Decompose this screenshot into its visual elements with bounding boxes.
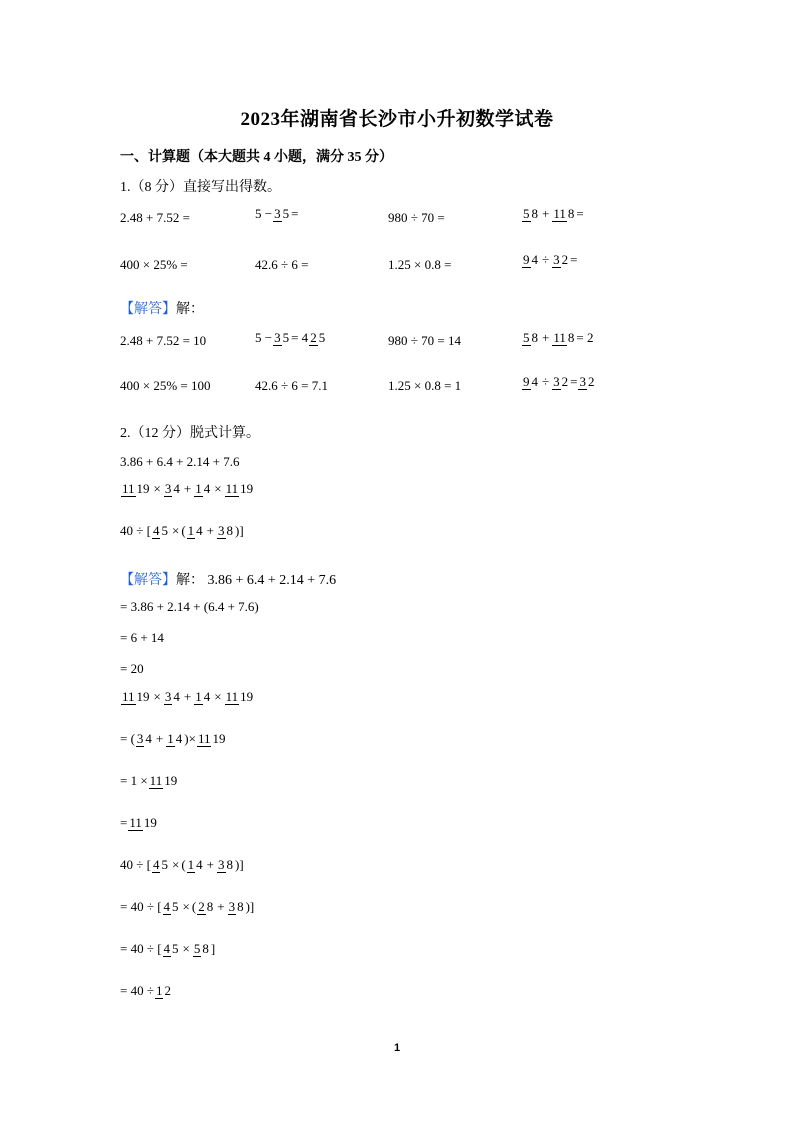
answer-tag: 【解答】 bbox=[120, 573, 176, 588]
q2-step-6: = 1 × 11 19 bbox=[120, 773, 178, 788]
q1-answer-6: 42.6 ÷ 6 = 7.1 bbox=[255, 378, 328, 393]
q2-step-8: 40 ÷ [ 4 5 × ( 1 4 + 3 8 )] bbox=[120, 857, 244, 872]
q2-step-11: = 40 ÷ 1 2 bbox=[120, 983, 171, 998]
page-title: 2023年湖南省长沙市小升初数学试卷 bbox=[240, 109, 554, 130]
q2-step-2: = 6 + 14 bbox=[120, 630, 164, 645]
page-number: 1 bbox=[393, 1042, 401, 1054]
q2-expr-3: 40 ÷ [ 4 5 × ( 1 4 + 3 8 )] bbox=[120, 523, 244, 538]
q2-step-10: = 40 ÷ [ 4 5 × 5 8 ] bbox=[120, 941, 216, 956]
q1-item-4: 5 8 + 11 8 = bbox=[523, 206, 584, 221]
q1-item-6: 42.6 ÷ 6 = bbox=[255, 257, 309, 272]
q1-answer-4: 5 8 + 11 8 = 2 bbox=[523, 330, 594, 345]
q2-step-4: 11 19 × 3 4 + 1 4 × 11 19 bbox=[122, 689, 254, 704]
q1-item-8: 9 4 ÷ 3 2 = bbox=[523, 252, 578, 267]
q2-expr-2: 11 19 × 3 4 + 1 4 × 11 19 bbox=[122, 481, 254, 496]
q1-item-2: 5 − 3 5 = bbox=[255, 206, 299, 221]
q1-item-5: 400 × 25% = bbox=[120, 257, 188, 272]
question-2-heading: 2.（12 分）脱式计算。 bbox=[120, 426, 260, 441]
q1-answer-2: 5 − 3 5 = 4 2 5 bbox=[255, 330, 326, 345]
q1-item-3: 980 ÷ 70 = bbox=[388, 210, 445, 225]
q1-answer-8: 9 4 ÷ 3 2 = 3 2 bbox=[523, 374, 595, 389]
question-1-heading: 1.（8 分）直接写出得数。 bbox=[120, 180, 281, 195]
answer-suffix: 解： bbox=[176, 302, 204, 317]
q2-step-5: = ( 3 4 + 1 4 )× 11 19 bbox=[120, 731, 226, 746]
q1-item-1: 2.48 + 7.52 = bbox=[120, 210, 190, 225]
q1-item-7: 1.25 × 0.8 = bbox=[388, 257, 452, 272]
q2-step-3: = 20 bbox=[120, 661, 144, 676]
q1-answer-5: 400 × 25% = 100 bbox=[120, 378, 211, 393]
answer-tag: 【解答】 bbox=[120, 302, 176, 317]
q2-step-7: = 11 19 bbox=[120, 815, 157, 830]
q1-answer-1: 2.48 + 7.52 = 10 bbox=[120, 333, 207, 348]
q1-answer-7: 1.25 × 0.8 = 1 bbox=[388, 378, 462, 393]
q1-answer-3: 980 ÷ 70 = 14 bbox=[388, 333, 461, 348]
q2-step-1: = 3.86 + 2.14 + (6.4 + 7.6) bbox=[120, 599, 259, 614]
q2-step-9: = 40 ÷ [ 4 5 × ( 2 8 + 3 8 )] bbox=[120, 899, 255, 914]
answer-first-line: 解： 3.86 + 6.4 + 2.14 + 7.6 bbox=[176, 573, 337, 588]
section-heading: 一、计算题（本大题共 4 小题，满分 35 分） bbox=[120, 150, 393, 165]
q2-expr-1: 3.86 + 6.4 + 2.14 + 7.6 bbox=[120, 454, 240, 469]
q2-answer-label bbox=[120, 569, 336, 589]
q1-answer-label bbox=[120, 298, 204, 318]
